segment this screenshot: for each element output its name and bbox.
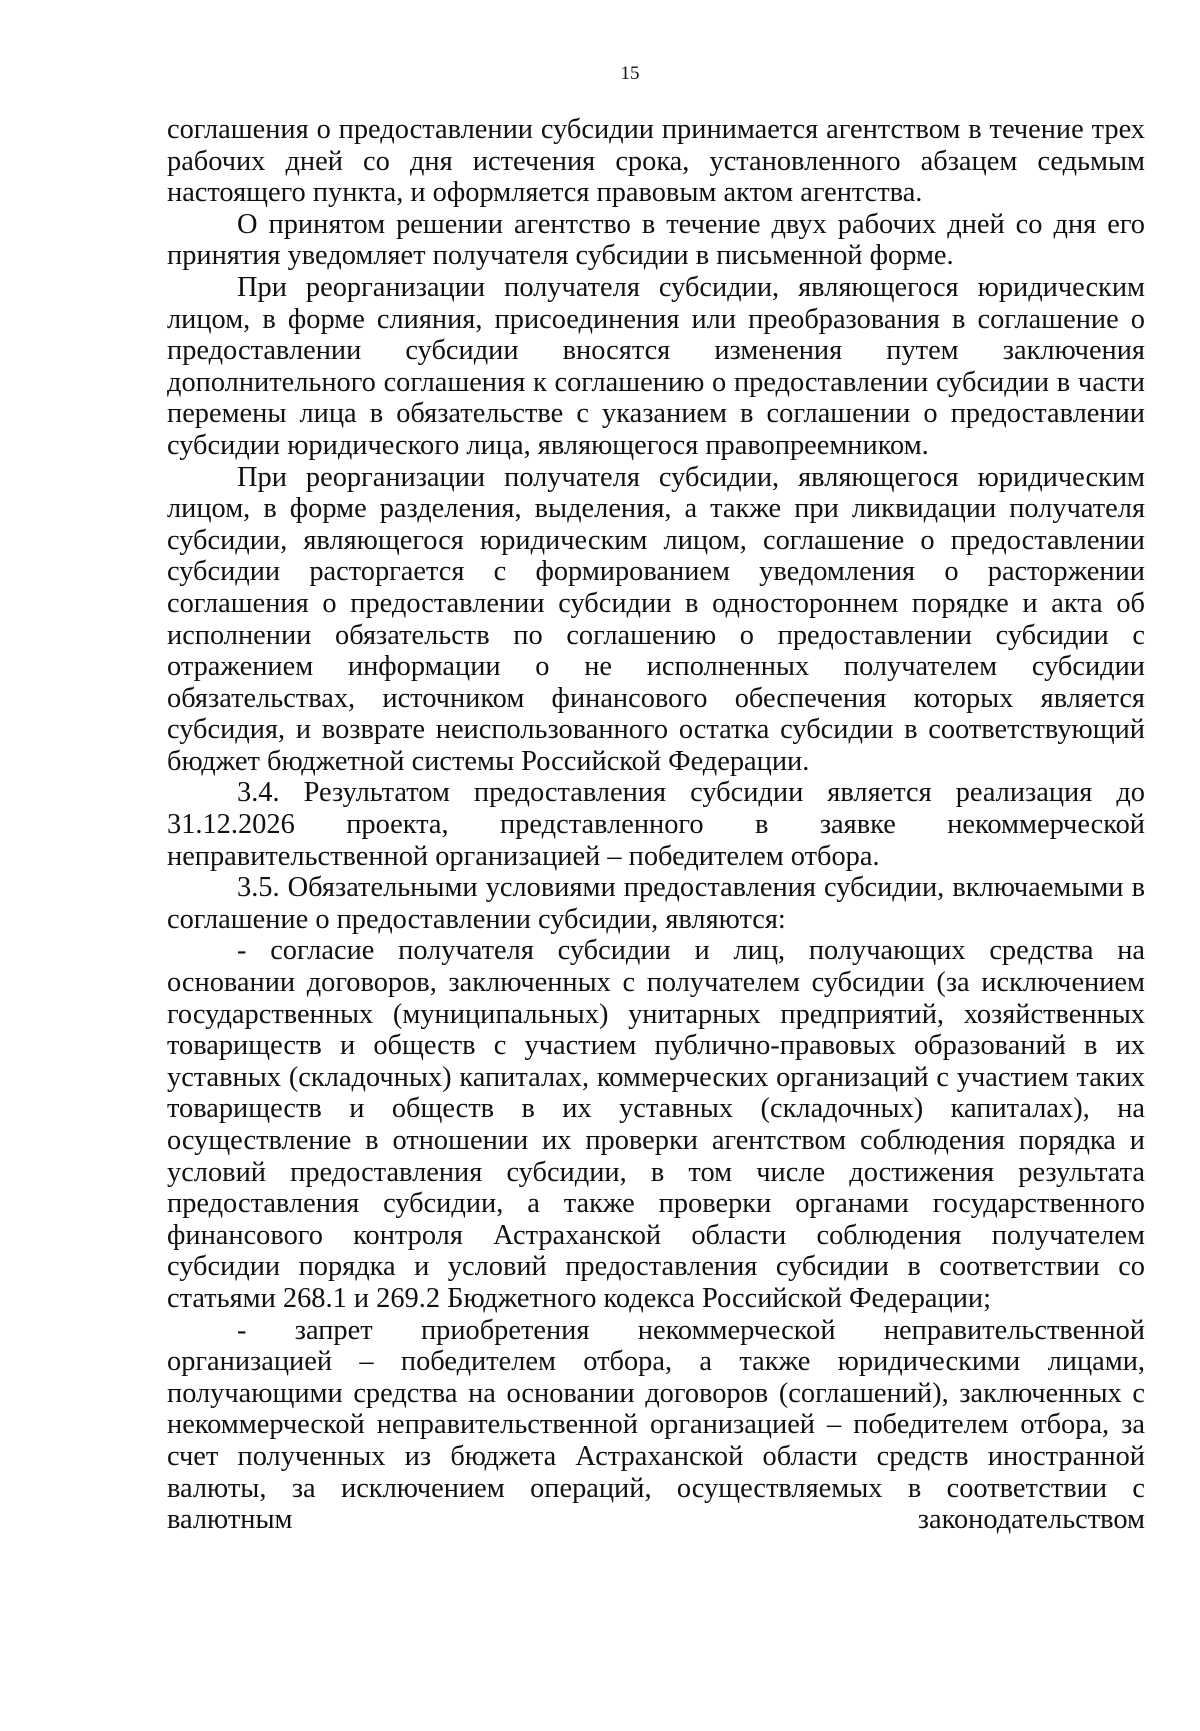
paragraph-reorganization-merger: При реорганизации получателя субсидии, являющегося юридическим лицом, в форме слияния, присоединения или преобразования в соглашение о предоставлении субсидии вносятся изменения путем заключения дополнительного соглашения к соглашению о предоставлении субсидии в части перемены лица в обязательстве с указанием в соглашении о предоставлении субсидии юридического лица, являющегося правопреемником. bbox=[167, 271, 1145, 461]
paragraph-3-5: 3.5. Обязательными условиями предоставления субсидии, включаемыми в соглашение о предоставлении субсидии, являются: bbox=[167, 872, 1145, 935]
paragraph-reorganization-division: При реорганизации получателя субсидии, являющегося юридическим лицом, в форме разделения, выделения, а также при ликвидации получателя субсидии, являющегося юридическим лицом, соглашение о предоставлении субсидии расторгается с формированием уведомления о расторжении соглашения о предоставлении субсидии в одностороннем порядке и акта об исполнении обязательств по соглашению о предоставлении субсидии с отражением информации о не исполненных получателем субсидии обязательствах, источником финансового обеспечения которых является субсидия, и возврате неиспользованного остатка субсидии в соответствующий бюджет бюджетной системы Российской Федерации. bbox=[167, 461, 1145, 777]
document-body bbox=[167, 114, 1145, 1536]
paragraph-consent-condition: - согласие получателя субсидии и лиц, получающих средства на основании договоров, заключенных с получателем субсидии (за исключением государственных (муниципальных) унитарных предприятий, хозяйственных товариществ и обществ с участием публично-правовых образований в их уставных (складочных) капиталах, коммерческих организаций с участием таких товариществ и обществ в их уставных (складочных) капиталах), на осуществление в отношении их проверки агентством соблюдения порядка и условий предоставления субсидии, в том числе достижения результата предоставления субсидии, а также проверки органами государственного финансового контроля Астраханской области соблюдения получателем субсидии порядка и условий предоставления субсидии в соответствии со статьями 268.1 и 269.2 Бюджетного кодекса Российской Федерации; bbox=[167, 935, 1145, 1314]
paragraph-currency-prohibition: - запрет приобретения некоммерческой неправительственной организацией – победителем отбора, а также юридическими лицами, получающими средства на основании договоров (соглашений), заключенных с некоммерческой неправительственной организацией – победителем отбора, за счет полученных из бюджета Астраханской области средств иностранной валюты, за исключением операций, осуществляемых в соответствии с валютным законодательством bbox=[167, 1314, 1145, 1536]
page-number: 15 bbox=[620, 63, 640, 84]
paragraph-3-4: 3.4. Результатом предоставления субсидии является реализация до 31.12.2026 проекта, представленного в заявке некоммерческой неправительственной организацией – победителем отбора. bbox=[167, 777, 1145, 872]
paragraph-continuation: соглашения о предоставлении субсидии принимается агентством в течение трех рабочих дней со дня истечения срока, установленного абзацем седьмым настоящего пункта, и оформляется правовым актом агентства. bbox=[167, 114, 1145, 209]
paragraph-notification: О принятом решении агентство в течение двух рабочих дней со дня его принятия уведомляет получателя субсидии в письменной форме. bbox=[167, 208, 1145, 272]
